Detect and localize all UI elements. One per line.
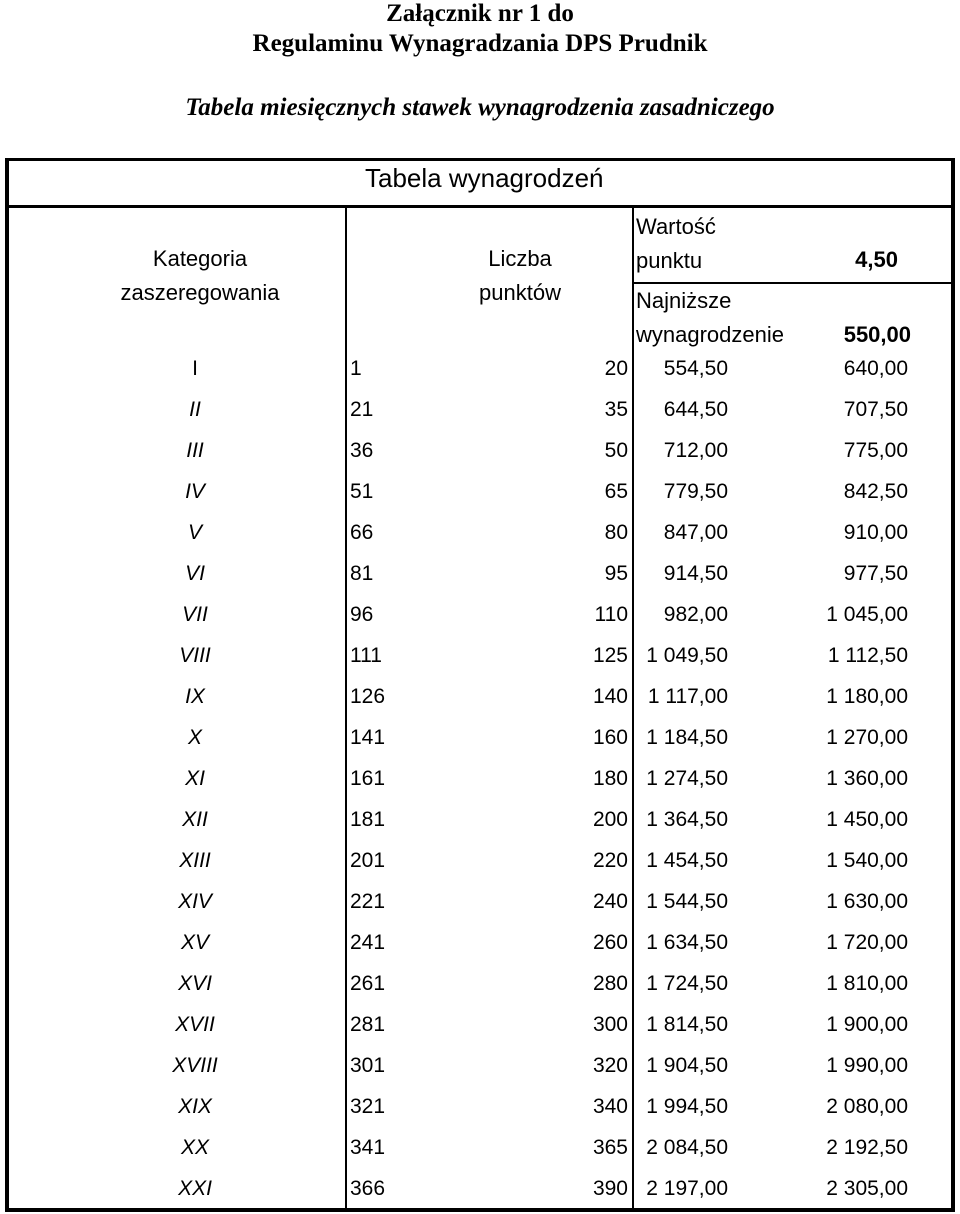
salary-min-cell: 1 364,50 — [646, 808, 728, 831]
salary-max-cell: 1 360,00 — [826, 767, 908, 790]
points-from-cell: 301 — [350, 1054, 386, 1077]
points-to-cell: 95 — [604, 562, 628, 585]
points-to-cell: 35 — [604, 398, 628, 421]
salary-min-cell: 847,00 — [663, 521, 728, 544]
salary-min-cell: 2 084,50 — [646, 1136, 728, 1159]
salary-max-cell: 1 112,50 — [827, 644, 908, 667]
points-from-cell: 66 — [350, 521, 374, 544]
salary-max-cell: 1 900,00 — [826, 1013, 908, 1036]
points-from-cell: 281 — [350, 1013, 386, 1036]
table-row — [0, 722, 960, 763]
table-row — [0, 517, 960, 558]
document-subtitle: Tabela miesięcznych stawek wynagrodzenia zasadniczego — [185, 94, 775, 121]
header-category-line2: zaszeregowania — [120, 280, 280, 305]
salary-min-cell: 1 814,50 — [646, 1013, 728, 1036]
points-from-cell: 81 — [350, 562, 374, 585]
points-from-cell: 96 — [350, 603, 374, 626]
points-from-cell: 321 — [350, 1095, 386, 1118]
points-to-cell: 260 — [592, 931, 628, 954]
salary-min-cell: 1 544,50 — [646, 890, 728, 913]
table-row — [0, 886, 960, 927]
min-wage-label-line2: wynagrodzenie — [636, 322, 784, 347]
category-cell: XVI — [178, 972, 212, 995]
points-from-cell: 181 — [350, 808, 386, 831]
points-from-cell: 21 — [350, 398, 374, 421]
table-row — [0, 1050, 960, 1091]
point-value-label-line1: Wartość — [636, 214, 716, 239]
document-title-line2: Regulaminu Wynagradzania DPS Prudnik — [252, 30, 708, 57]
table-row — [0, 476, 960, 517]
category-cell: VIII — [179, 644, 211, 667]
salary-min-cell: 712,00 — [663, 439, 728, 462]
title-divider — [5, 205, 955, 208]
category-cell: V — [187, 521, 202, 544]
points-to-cell: 240 — [592, 890, 628, 913]
salary-max-cell: 910,00 — [843, 521, 908, 544]
point-value: 4,50 — [855, 247, 898, 272]
salary-max-cell: 1 810,00 — [826, 972, 908, 995]
salary-min-cell: 1 184,50 — [646, 726, 728, 749]
points-to-cell: 280 — [592, 972, 628, 995]
category-cell: IV — [185, 480, 205, 503]
salary-max-cell: 1 270,00 — [826, 726, 908, 749]
table-row — [0, 927, 960, 968]
salary-min-cell: 1 117,00 — [647, 685, 728, 708]
category-cell: VII — [182, 603, 208, 626]
salary-max-cell: 1 045,00 — [826, 603, 908, 626]
points-to-cell: 110 — [594, 603, 628, 626]
points-from-cell: 366 — [350, 1177, 386, 1200]
header-category — [90, 242, 310, 310]
salary-min-cell: 779,50 — [663, 480, 728, 503]
document-title-line1: Załącznik nr 1 do — [386, 0, 574, 27]
salary-max-cell: 1 990,00 — [826, 1054, 908, 1077]
header-points-line1: Liczba — [488, 246, 552, 271]
points-to-cell: 80 — [604, 521, 628, 544]
table-row — [0, 968, 960, 1009]
table-title: Tabela wynagrodzeń — [365, 163, 604, 193]
category-cell: XV — [180, 931, 209, 954]
salary-max-cell: 1 720,00 — [826, 931, 908, 954]
salary-min-cell: 1 724,50 — [646, 972, 728, 995]
salary-max-cell: 640,00 — [843, 357, 908, 380]
table-row — [0, 353, 960, 394]
points-from-cell: 201 — [350, 849, 386, 872]
min-wage-label-line1: Najniższe — [636, 288, 732, 313]
salary-min-cell: 644,50 — [663, 398, 728, 421]
salary-max-cell: 1 540,00 — [826, 849, 908, 872]
points-to-cell: 20 — [604, 357, 628, 380]
category-cell: III — [186, 439, 204, 462]
table-row — [0, 1173, 960, 1214]
table-row — [0, 1009, 960, 1050]
points-to-cell: 125 — [592, 644, 628, 667]
points-from-cell: 1 — [350, 357, 362, 380]
category-cell: IX — [185, 685, 205, 708]
table-row — [0, 1132, 960, 1173]
table-row — [0, 558, 960, 599]
table-row — [0, 394, 960, 435]
salary-min-cell: 982,00 — [663, 603, 728, 626]
points-to-cell: 340 — [592, 1095, 628, 1118]
header-min-wage-label — [636, 284, 784, 352]
category-cell: XI — [185, 767, 205, 790]
points-to-cell: 220 — [592, 849, 628, 872]
salary-min-cell: 2 197,00 — [646, 1177, 728, 1200]
points-from-cell: 36 — [350, 439, 374, 462]
category-cell: XII — [182, 808, 208, 831]
table-row — [0, 804, 960, 845]
salary-max-cell: 1 630,00 — [826, 890, 908, 913]
point-value-label-line2: punktu — [636, 248, 703, 273]
salary-min-cell: 1 994,50 — [646, 1095, 728, 1118]
salary-max-cell: 775,00 — [843, 439, 908, 462]
salary-max-cell: 977,50 — [843, 562, 908, 585]
table-row — [0, 845, 960, 886]
points-to-cell: 160 — [592, 726, 628, 749]
points-to-cell: 300 — [592, 1013, 628, 1036]
salary-min-cell: 914,50 — [663, 562, 728, 585]
salary-max-cell: 842,50 — [843, 480, 908, 503]
points-from-cell: 111 — [350, 644, 382, 667]
category-cell: XVIII — [172, 1054, 218, 1077]
points-from-cell: 141 — [350, 726, 386, 749]
header-points-line2: punktów — [479, 280, 561, 305]
salary-min-cell: 1 274,50 — [646, 767, 728, 790]
category-cell: XIV — [178, 890, 212, 913]
points-to-cell: 200 — [592, 808, 628, 831]
salary-max-cell: 1 450,00 — [826, 808, 908, 831]
points-to-cell: 320 — [592, 1054, 628, 1077]
points-from-cell: 126 — [350, 685, 386, 708]
salary-max-cell: 2 080,00 — [826, 1095, 908, 1118]
category-cell: VI — [185, 562, 205, 585]
min-wage-value: 550,00 — [843, 322, 911, 347]
table-row — [0, 763, 960, 804]
category-cell: XIII — [179, 849, 211, 872]
points-from-cell: 261 — [350, 972, 386, 995]
salary-min-cell: 1 454,50 — [646, 849, 728, 872]
salary-max-cell: 707,50 — [843, 398, 908, 421]
salary-max-cell: 1 180,00 — [826, 685, 908, 708]
points-to-cell: 65 — [604, 480, 628, 503]
table-row — [0, 599, 960, 640]
points-from-cell: 51 — [350, 480, 374, 503]
salary-max-cell: 2 305,00 — [826, 1177, 908, 1200]
salary-min-cell: 1 634,50 — [646, 931, 728, 954]
points-to-cell: 365 — [592, 1136, 628, 1159]
table-row — [0, 681, 960, 722]
category-cell: XXI — [178, 1177, 212, 1200]
category-cell: XIX — [178, 1095, 212, 1118]
header-point-value-label — [636, 210, 716, 278]
salary-min-cell: 1 904,50 — [646, 1054, 728, 1077]
points-to-cell: 180 — [592, 767, 628, 790]
table-row — [0, 640, 960, 681]
category-cell: X — [187, 726, 202, 749]
points-from-cell: 161 — [350, 767, 386, 790]
header-points — [395, 242, 645, 310]
points-from-cell: 241 — [350, 931, 386, 954]
points-to-cell: 140 — [592, 685, 628, 708]
category-cell: XVII — [175, 1013, 215, 1036]
table-row — [0, 435, 960, 476]
category-cell: I — [192, 357, 198, 380]
points-from-cell: 221 — [350, 890, 386, 913]
salary-max-cell: 2 192,50 — [826, 1136, 908, 1159]
header-category-line1: Kategoria — [152, 246, 248, 271]
category-cell: II — [189, 398, 201, 421]
points-to-cell: 50 — [604, 439, 628, 462]
salary-min-cell: 1 049,50 — [646, 644, 728, 667]
salary-min-cell: 554,50 — [663, 357, 728, 380]
table-row — [0, 1091, 960, 1132]
category-cell: XX — [180, 1136, 209, 1159]
points-to-cell: 390 — [592, 1177, 628, 1200]
points-from-cell: 341 — [350, 1136, 386, 1159]
